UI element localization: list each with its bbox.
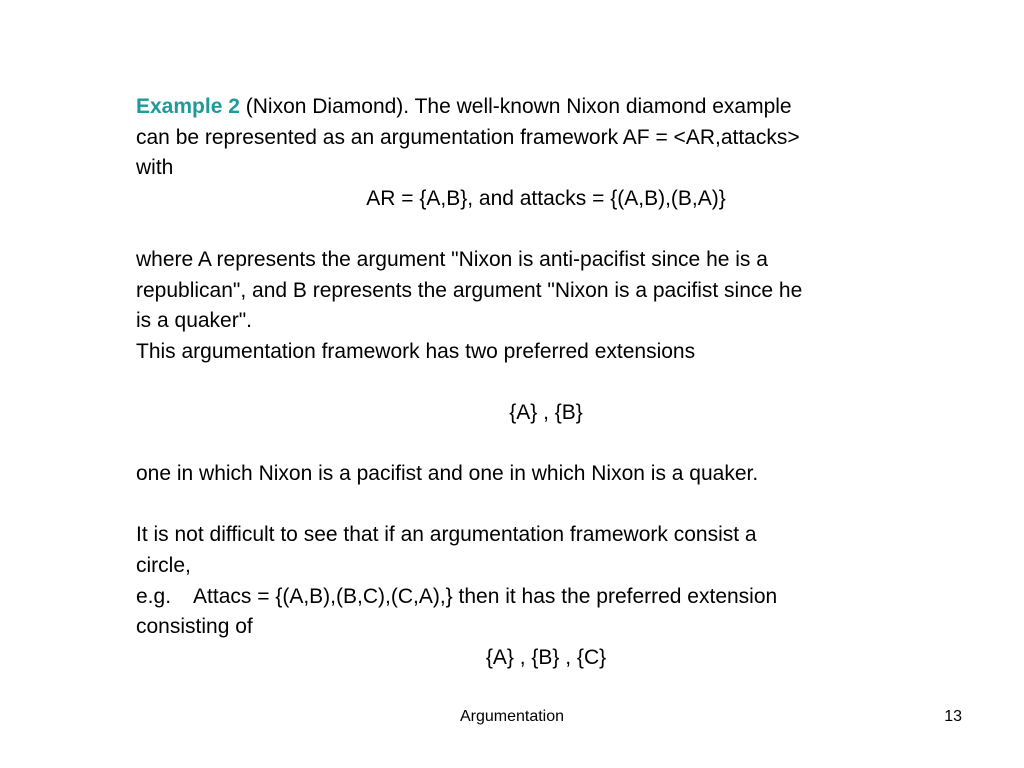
slide-body (136, 92, 956, 673)
preferred-extensions-two: {A} , {B} (509, 400, 583, 424)
paragraph-line-11: It is not difficult to see that if an argumentation framework consist a (136, 523, 757, 547)
paragraph-line-8: This argumentation framework has two preferred extensions (136, 339, 696, 363)
page-number: 13 (944, 708, 962, 725)
footer-title: Argumentation (459, 708, 565, 725)
spacer (136, 214, 956, 245)
paragraph-line-6: republican", and B represents the argument "Nixon is a pacifist since he (136, 278, 803, 302)
paragraph-line-3: with (136, 156, 174, 180)
paragraph-line-14: consisting of (136, 615, 253, 639)
example-label: Example 2 (136, 95, 240, 118)
paragraph-line-7: is a quaker". (136, 309, 253, 333)
paragraph-line-1 (136, 92, 956, 123)
line-13-text: Attacs = {(A,B),(B,C),(C,A),} then it has the preferred extension (193, 584, 778, 608)
paragraph-line-5: where A represents the argument "Nixon is anti-pacifist since he is a (136, 247, 768, 271)
line-1-text: (Nixon Diamond). The well-known Nixon diamond example (239, 95, 792, 118)
spacer (136, 490, 956, 521)
ar-definition: AR = {A,B}, and attacks = {(A,B),(B,A)} (366, 186, 726, 210)
paragraph-line-2: can be represented as an argumentation framework AF = <AR,attacks> (136, 125, 800, 149)
paragraph-line-13 (136, 582, 956, 613)
paragraph-line-10: one in which Nixon is a pacifist and one in which Nixon is a quaker. (136, 462, 759, 486)
spacer (136, 429, 956, 460)
eg-prefix: e.g. (136, 584, 172, 608)
spacer (136, 367, 956, 398)
preferred-extensions-three: {A} , {B} , {C} (485, 645, 607, 669)
paragraph-line-12: circle, (136, 553, 191, 577)
